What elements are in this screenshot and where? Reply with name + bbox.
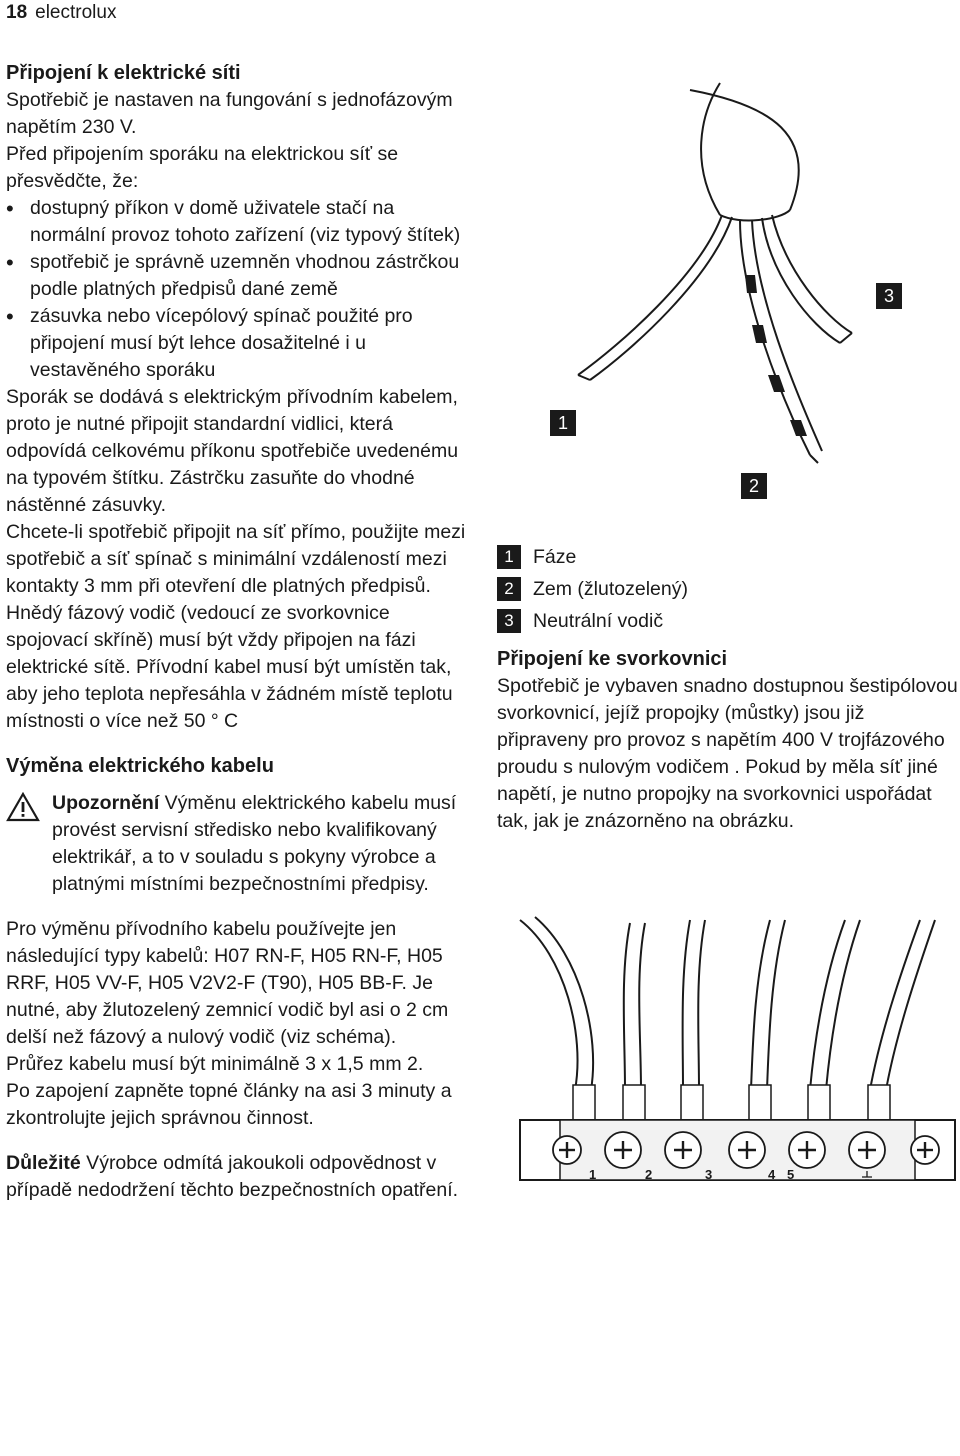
section-title-cable: Výměna elektrického kabelu [6,755,274,777]
right-column [497,646,960,835]
figure-label-3: 3 [876,283,902,309]
para-direct: Chcete-li spotřebič připojit na síť přímo, použijte mezi spotřebič a síť spínač s minimální vzdáleností mezi kontakty 3 mm při otevření dle platných předpisů. [6,521,466,597]
check-list [6,195,474,384]
para-check: Před připojením sporáku na elektrickou síť se přesvědčte, že: [6,143,399,192]
para-voltage: Spotřebič je nastaven na fungování s jednofázovým napětím 230 V. [6,89,453,138]
left-column [6,60,474,1204]
page-header [6,0,116,26]
section-title-connection: Připojení k elektrické síti [6,62,241,84]
warning-label: Upozornění [52,792,160,814]
para-phase: Hnědý fázový vodič (vedoucí ze svorkovnice spojovací skříně) musí být vždy připojen na fázi elektrické sítě. Přívodní kabel musí být umístěn tak, aby jeho teplota nepřesáhla v žádném místě teplotu místnosti o více než 50 ° C [6,602,453,732]
warning-text: Upozornění Výměnu elektrického kabelu musí provést servisní středisko nebo kvalifikovaný elektrikář, a to v souladu s pokyny výrobce a platnými místními bezpečnostními předpisy. [52,792,457,895]
para-test: Po zapojení zapněte topné články na asi 3 minuty a zkontrolujte jejich správnou činnost. [6,1080,452,1129]
terminal-label: 1 [589,1167,597,1182]
terminal-label: 4 [768,1167,776,1182]
para-terminal: Spotřebič je vybaven snadno dostupnou šestipólovou svorkovnicí, jejíž propojky (můstky) jsou již připraveny pro provoz s napětím 400 V trojfázového proudu s nulovým vodičem . Pokud by měla síť jiné napětí, je nutno propojky na svorkovnici uspořádat tak, jak je znázorněno na obrázku. [497,675,958,832]
figure-label-1: 1 [550,410,576,436]
list-item: • zásuvka nebo vícepólový spínač použité pro připojení musí být lehce dosažitelné i u vestavěného sporáku [6,303,474,384]
legend-item: 2 Zem (žlutozelený) [497,573,957,605]
para-cable-types: Pro výměnu přívodního kabelu používejte jen následující typy kabelů: H07 RN-F, H05 RN-F, H05 RRF, H05 VV-F, H05 V2V2-F (T90), H05 BB-F. Je nutné, aby žlutozelený zemnicí vodič byl asi o 2 cm delší než fázový a nulový vodič (viz schéma). [6,918,449,1048]
important-label: Důležité [6,1152,81,1174]
terminal-label: 3 [705,1167,713,1182]
para-plug: Sporák se dodává s elektrickým přívodním kabelem, proto je nutné připojit standardní vidlici, která odpovídá celkovému příkonu spotřebiče uvedenému na typovém štítku. Zástrčku zasuňte do vhodné nástěnné zásuvky. [6,386,459,516]
legend-item: 1 Fáze [497,541,957,573]
warning-block [6,790,474,898]
warning-icon [6,792,40,822]
figure-legend [497,541,957,637]
terminal-block-figure [515,915,960,1185]
list-item: • dostupný příkon v domě uživatele stačí na normální provoz tohoto zařízení (viz typový štítek) [6,195,474,249]
figure-label-2: 2 [741,473,767,499]
list-item: • spotřebič je správně uzemněn vhodnou zástrčkou podle platných předpisů dané země [6,249,474,303]
legend-item: 3 Neutrální vodič [497,605,957,637]
brand-name: electrolux [35,2,117,23]
para-cross-section: Průřez kabelu musí být minimálně 3 x 1,5 mm 2. [6,1053,424,1075]
page-number: 18 [6,2,28,23]
important-text: Důležité Výrobce odmítá jakoukoli odpovědnost v případě nedodržení těchto bezpečnostních opatření. [6,1152,459,1201]
section-title-terminal: Připojení ke svorkovnici [497,648,728,670]
terminal-label: 5 [787,1167,795,1182]
terminal-label: 2 [645,1167,653,1182]
